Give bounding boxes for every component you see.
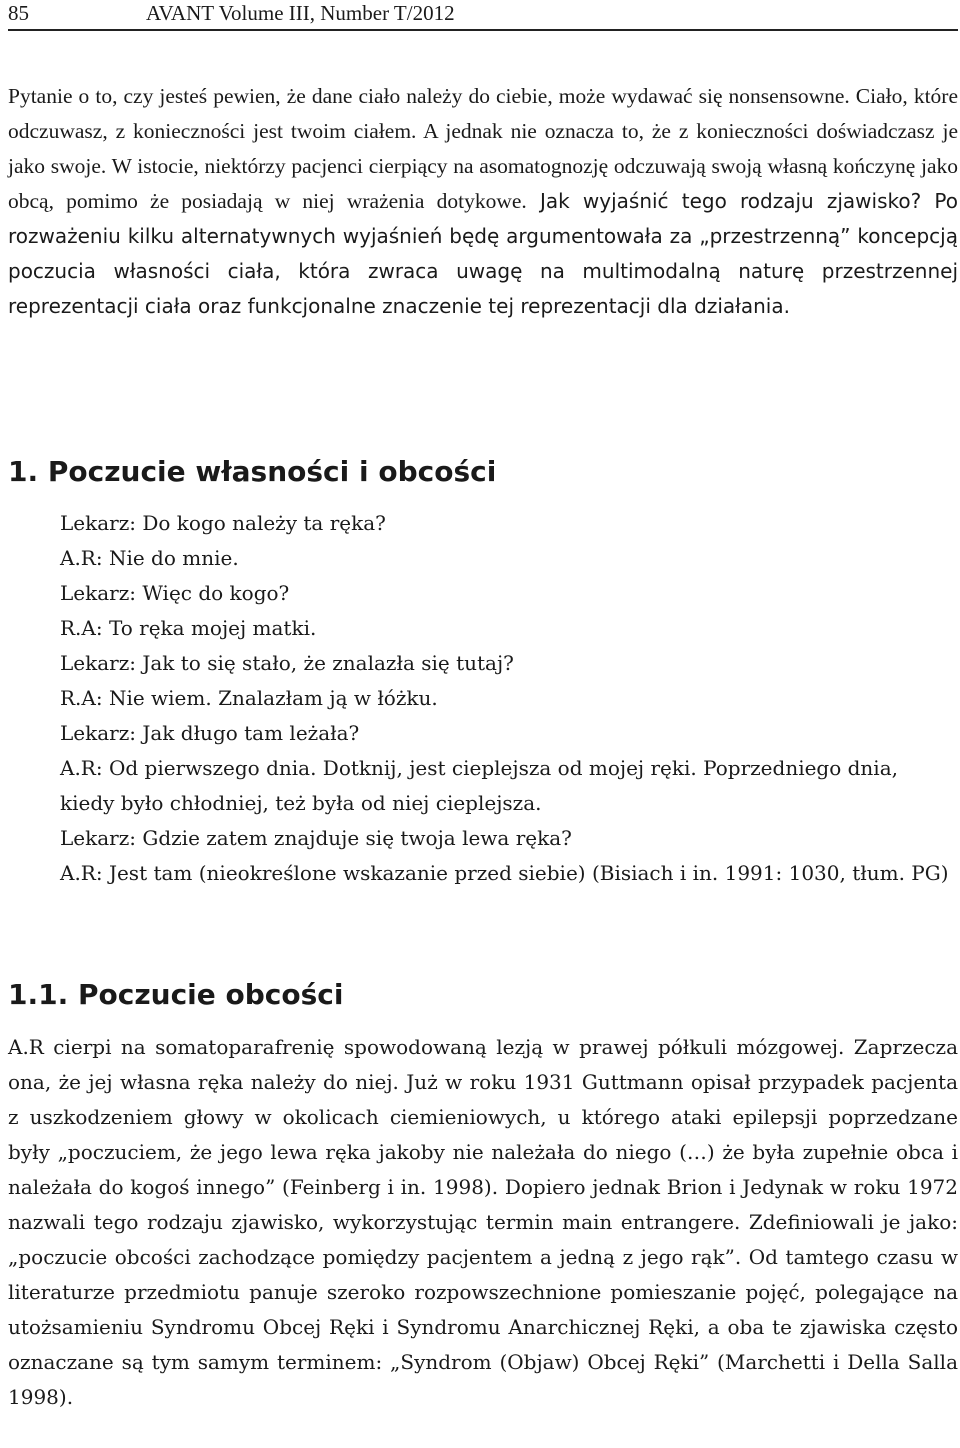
intro-text-serif: Pytanie o to, czy jesteś pewien, że dane ciało należy do ciebie, może wydawać się nonsensowne. Ciało, które odczuwasz, z konieczności jest twoim ciałem. A jednak nie oznacza to, że z konieczności doświadczasz je jako swoje. W istocie, niektórzy pacjenci cierpiący na asomatognozję odczuwają swoją własną kończynę jako obcą, pomimo że posiadają w niej wrażenia dotykowe. xyxy=(8,84,958,213)
running-header xyxy=(8,0,958,31)
dialogue-line: Lekarz: Gdzie zatem znajduje się twoja lewa ręka? xyxy=(60,826,572,850)
intro-text-sans: Jak wyjaśnić tego rodzaju zjawisko? Po rozważeniu kilku alternatywnych wyjaśnień będę argumentowała za „przestrzenną” koncepcją poczucia własności ciała, która zwraca uwagę na multimodalną naturę przestrzennej reprezentacji ciała oraz funkcjonalne znaczenie tej reprezentacji dla działania. xyxy=(8,189,958,318)
intro-paragraph xyxy=(8,79,958,324)
dialogue-line: R.A: Nie wiem. Znalazłam ją w łóżku. xyxy=(60,686,438,710)
dialogue-line: A.R: Nie do mnie. xyxy=(60,546,239,570)
page-number: 85 xyxy=(8,1,29,25)
dialogue-line: Lekarz: Jak długo tam leżała? xyxy=(60,721,360,745)
dialogue-line: Lekarz: Jak to się stało, że znalazła się tutaj? xyxy=(60,651,514,675)
dialogue-line: A.R: Od pierwszego dnia. Dotknij, jest cieplejsza od mojej ręki. Poprzedniego dnia, kiedy było chłodniej, też była od niej cieplejsza. xyxy=(60,756,898,815)
dialogue-line: R.A: To ręka mojej matki. xyxy=(60,616,317,640)
dialogue-line: A.R: Jest tam (nieokreślone wskazanie przed siebie) (Bisiach i in. 1991: 1030, tłum. PG) xyxy=(60,861,949,885)
section-heading-1: 1. Poczucie własności i obcości xyxy=(8,455,497,488)
case-dialogue xyxy=(60,506,958,891)
dialogue-line: Lekarz: Więc do kogo? xyxy=(60,581,290,605)
section-1-1-paragraph: A.R cierpi na somatoparafrenię spowodowaną lezją w prawej półkuli mózgowej. Zaprzecza ona, że jej własna ręka należy do niej. Już w roku 1931 Guttmann opisał przypadek pacjenta z uszkodzeniem głowy w okolicach ciemieniowych, u którego ataki epilepsji poprzedzane były „poczuciem, że jego lewa ręka jakoby nie należała do niego (…) że była zupełnie obca i należała do kogoś innego” (Feinberg i in. 1998). Dopiero jednak Brion i Jedynak w roku 1972 nazwali tego rodzaju zjawisko, wykorzystując termin main entrangere. Zdefiniowali je jako: „poczucie obcości zachodzące pomiędzy pacjentem a jedną z jego rąk”. Od tamtego czasu w literaturze przedmiotu panuje szeroko rozpowszechnione pomieszanie pojęć, polegające na utożsamieniu Syndromu Obcej Ręki i Syndromu Anarchicznej Ręki, a oba te zjawiska często oznaczane są tym samym terminem: „Syndrom (Objaw) Obcej Ręki” (Marchetti i Della Salla 1998). xyxy=(8,1035,958,1409)
journal-title: AVANT Volume III, Number T/2012 xyxy=(146,1,455,25)
section-heading-1-1: 1.1. Poczucie obcości xyxy=(8,978,344,1011)
dialogue-line: Lekarz: Do kogo należy ta ręka? xyxy=(60,511,386,535)
